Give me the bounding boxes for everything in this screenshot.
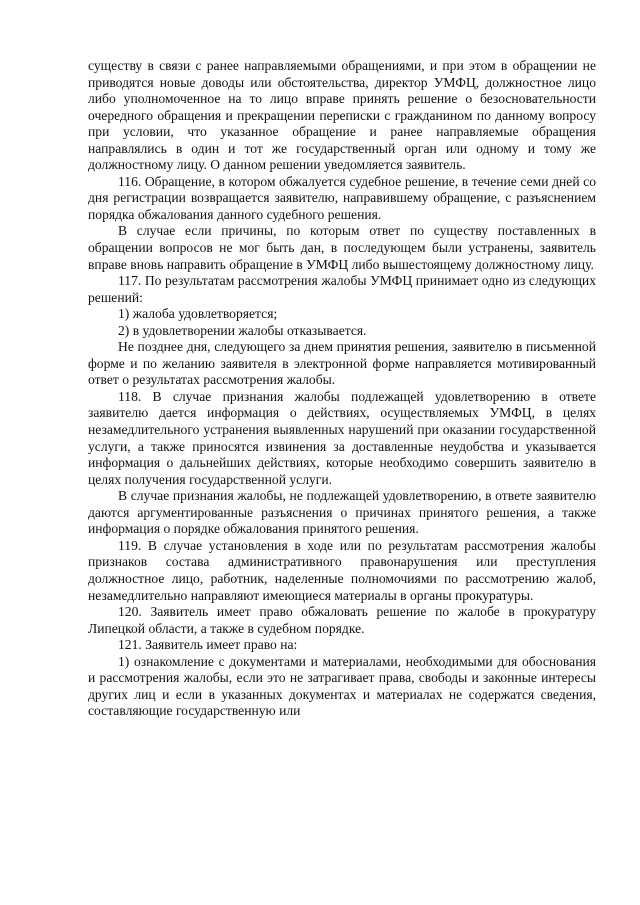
paragraph-116-resubmission: В случае если причины, по которым ответ по существу поставленных в обращении вопросов не мог быть дан, в последующем были устранены, заявитель вправе вновь направить обращение в УМФЦ либо вышестоящему должностному лицу. [88, 223, 596, 272]
paragraph-118: 118. В случае признания жалобы подлежащей удовлетворению в ответе заявителю дается информация о действиях, осуществляемых УМФЦ, в целях незамедлительного устранения выявленных нарушений при оказании государственной услуги, а также приносятся извинения за доставленные неудобства и указывается информация о дальнейших действиях, которые необходимо совершить заявителю в целях получения государственной услуги. [88, 388, 596, 487]
paragraph-117-response: Не позднее дня, следующего за днем принятия решения, заявителю в письменной форме и по желанию заявителя в электронной форме направляется мотивированный ответ о результатах рассмотрения жалобы. [88, 339, 596, 388]
paragraph-120: 120. Заявитель имеет право обжаловать решение по жалобе в прокуратуру Липецкой области, а также в судебном порядке. [88, 604, 596, 636]
paragraph-116: 116. Обращение, в котором обжалуется судебное решение, в течение семи дней со дня регистрации возвращается заявителю, направившему обращение, с разъяснением порядка обжалования данного судебного решения. [88, 173, 596, 222]
paragraph-121: 121. Заявитель имеет право на: [118, 637, 298, 653]
paragraph-121-item-1: 1) ознакомление с документами и материалами, необходимыми для обоснования и рассмотрения жалобы, если это не затрагивает права, свободы и законные интересы других лиц и если в указанных документах и материалах не содержатся сведения, составляющие государственную или [88, 653, 596, 719]
paragraph-117-item-2: 2) в удовлетворении жалобы отказывается. [118, 322, 367, 338]
document-page [88, 58, 596, 720]
paragraph-continuation: существу в связи с ранее направляемыми обращениями, и при этом в обращении не приводятся новые доводы или обстоятельства, директор УМФЦ, должностное лицо либо уполномоченное на то лицо вправе принять решение о безосновательности очередного обращения и прекращении переписки с гражданином по данному вопросу при условии, что указанное обращение и ранее направляемые обращения направлялись в один и тот же государственный орган или одному и тому же должностному лицу. О данном решении уведомляется заявитель. [88, 58, 596, 173]
paragraph-119: 119. В случае установления в ходе или по результатам рассмотрения жалобы признаков состава административного правонарушения или преступления должностное лицо, работник, наделенные полномочиями по рассмотрению жалоб, незамедлительно направляют имеющиеся материалы в органы прокуратуры. [88, 537, 596, 603]
paragraph-118-refusal: В случае признания жалобы, не подлежащей удовлетворению, в ответе заявителю даются аргументированные разъяснения о причинах принятого решения, а также информация о порядке обжалования принятого решения. [88, 488, 596, 537]
paragraph-117-item-1: 1) жалоба удовлетворяется; [118, 306, 278, 322]
paragraph-117: 117. По результатам рассмотрения жалобы УМФЦ принимает одно из следующих решений: [88, 273, 596, 305]
